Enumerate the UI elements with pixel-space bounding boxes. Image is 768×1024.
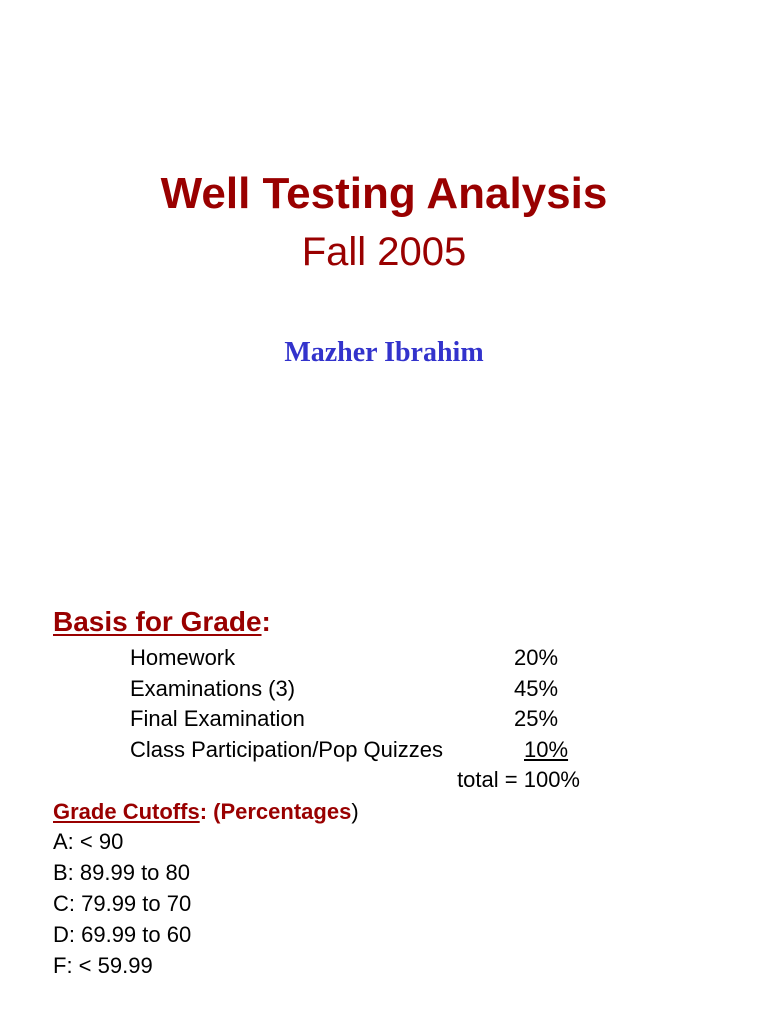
page-subtitle: Fall 2005 <box>301 230 467 274</box>
grade-item-row <box>0 643 768 673</box>
basis-heading-text: Basis for Grade <box>53 606 262 637</box>
grade-item-row <box>0 735 768 765</box>
cutoff-item: F: < 59.99 <box>53 953 153 978</box>
cutoff-item: A: < 90 <box>53 829 124 854</box>
cutoffs-heading-close: ) <box>351 799 359 824</box>
page-title: Well Testing Analysis <box>160 169 608 218</box>
grade-item-value: 20% <box>514 645 559 670</box>
cutoffs-heading-text: Grade Cutoffs <box>53 799 200 824</box>
grade-item-label: Class Participation/Pop Quizzes <box>130 737 444 762</box>
cutoff-item: D: 69.99 to 60 <box>53 922 192 947</box>
grade-item-label: Final Examination <box>130 706 305 731</box>
cutoffs-heading <box>53 797 359 827</box>
grade-item-row <box>0 704 768 734</box>
grade-item-value: 25% <box>514 706 559 731</box>
grade-total: total = 100% <box>457 767 580 792</box>
grade-item-row <box>0 674 768 704</box>
basis-heading-colon: : <box>261 606 271 637</box>
cutoff-item: B: 89.99 to 80 <box>53 860 190 885</box>
grade-item-value: 45% <box>514 676 559 701</box>
author-name: Mazher Ibrahim <box>284 337 484 368</box>
basis-heading <box>53 604 271 640</box>
cutoff-item: C: 79.99 to 70 <box>53 891 192 916</box>
grade-item-label: Homework <box>130 645 236 670</box>
grade-item-value: 10% <box>524 737 569 762</box>
grade-item-label: Examinations (3) <box>130 676 296 701</box>
cutoffs-heading-rest: : (Percentages <box>199 799 352 824</box>
